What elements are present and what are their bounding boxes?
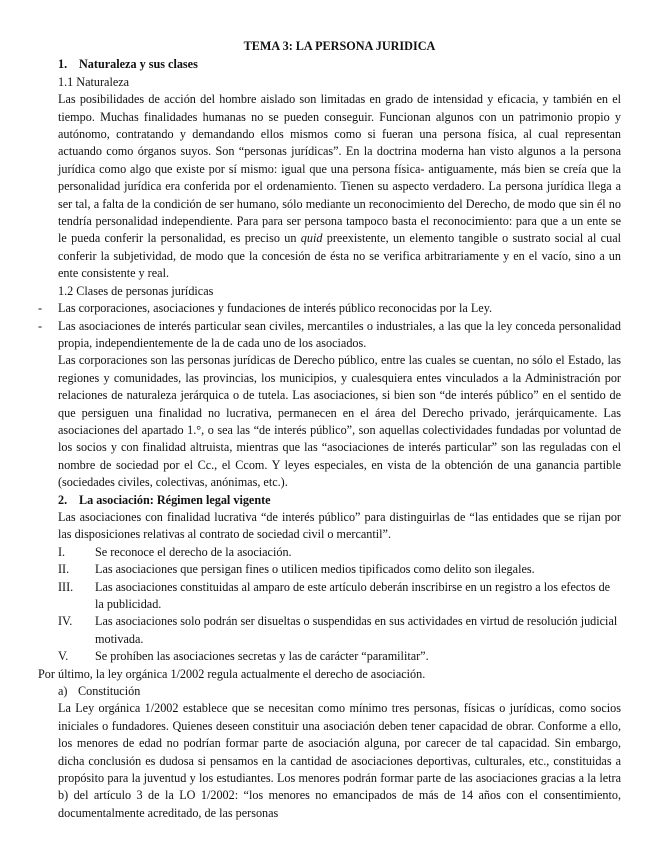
subsection-1-1-heading: 1.1 Naturaleza [58, 74, 130, 89]
subsection-a-heading [58, 683, 621, 700]
section-2-number: 2. [58, 492, 68, 507]
classes-list [38, 300, 621, 352]
list-item-text: Las asociaciones solo podrán ser disueltas o suspendidas en sus actividades en virtud de resolución judicial motivada. [95, 614, 618, 646]
list-marker: II. [58, 562, 70, 577]
paragraph-naturaleza-part-a: Las posibilidades de acción del hombre aislado son limitadas en grado de intensidad y eficacia, y también en el tiempo. Muchas finalidades humanas no se pueden conseguir. Funcionan algunos con un patrimonio propio y autónomo, contratando y demandando ellos mismos como si fueran una persona física, al cual representan actuando como órganos suyos. Son “personas jurídicas”. En la doctrina moderna han visto algunos a la persona jurídica como algo que existe por sí mismo: igual que una persona física- antiguamente, más bien se creía que la personalidad jurídica era conferida por el ordenamiento. Tienen su aspecto verdadero. La persona jurídica llega a ser tal, a falta de la condición de ser humano, sólo mediante un reconocimiento del Derecho, de modo que sin él no tendría personalidad independiente. Para para ser persona tampoco basta el reconocimiento: para que a un ente se le pueda conferir la personalidad, es preciso un [58, 92, 621, 246]
list-item [38, 318, 621, 353]
list-marker: III. [58, 579, 74, 594]
paragraph-corporaciones: Las corporaciones son las personas jurídicas de Derecho público, entre las cuales se cuentan, no sólo el Estado, las regiones y comunidades, las provincias, los municipios, y cualesquiera entes vinculados a la Administración por relaciones de naturaleza jerárquica o de tutela. Las asociaciones, si bien son “de interés público” en el sentido de que persiguen una finalidad no lucrativa, permanecen en el área del Derecho privado, jerárquicamente. Las asociaciones del apartado 1.°, o sea las “de interés público”, son aquellas colectividades fundadas por voluntad de los socios y con finalidad altruista, mientras que las “asociaciones de interés particular” son las reguladas con el nombre de sociedad por el Cc., el Ccom. Y leyes especiales, en vista de la obtención de una ganancia partible (sociedades civiles, colectivas, anónimas, etc.). [58, 353, 621, 490]
subsection-title: Constitución [78, 684, 141, 699]
paragraph-naturaleza-part-b: preexistente, un elemento tangible o sustrato social al cual conferir la subjetividad, de modo que la concesión de ésta no se verifica arbitrariamente y en el vacío, sino a un ente consistente y real. [58, 231, 621, 281]
quid-term: quid [300, 231, 323, 246]
paragraph-naturaleza [58, 91, 621, 282]
subsection-1-2-heading: 1.2 Clases de personas jurídicas [58, 283, 214, 298]
list-item [58, 544, 621, 561]
list-marker: - [38, 318, 43, 333]
list-item [58, 579, 621, 614]
document-title: TEMA 3: LA PERSONA JURIDICA [243, 39, 436, 53]
list-item [38, 300, 621, 317]
section-2-heading [58, 492, 621, 509]
list-marker: I. [58, 544, 66, 559]
subsection-marker: a) [58, 684, 68, 699]
list-item-text: Se reconoce el derecho de la asociación. [95, 544, 292, 559]
list-item-text: Las corporaciones, asociaciones y fundaciones de interés público reconocidas por la Ley. [58, 301, 493, 316]
paragraph-asociaciones-lucrativas: Las asociaciones con finalidad lucrativa “de interés público” para distinguirlas de “las entidades que se rijan por las disposiciones relativas al contrato de sociedad civil o mercantil”. [58, 509, 621, 542]
article-list [58, 544, 621, 666]
list-item [58, 561, 621, 578]
section-2-title: La asociación: Régimen legal vigente [79, 492, 271, 507]
list-item [58, 613, 621, 648]
section-1-title: Naturaleza y sus clases [79, 57, 198, 72]
list-marker: IV. [58, 614, 73, 629]
list-item-text: Las asociaciones de interés particular sean civiles, mercantiles o industriales, a las que la ley conceda personalidad propia, independientemente de la de cada uno de los asociados. [58, 318, 621, 350]
list-item [58, 648, 621, 665]
list-item-text: Las asociaciones que persigan fines o utilicen medios tipificados como delito son ilegales. [95, 562, 535, 577]
section-1-heading [58, 56, 621, 73]
paragraph-ley-organica: Por último, la ley orgánica 1/2002 regula actualmente el derecho de asociación. [38, 666, 426, 681]
section-1-number: 1. [58, 57, 68, 72]
list-item-text: Las asociaciones constituidas al amparo de este artículo deberán inscribirse en un registro a los efectos de la publicidad. [95, 579, 611, 611]
list-marker: V. [58, 649, 69, 664]
paragraph-constitucion: La Ley orgánica 1/2002 establece que se necesitan como mínimo tres personas, físicas o jurídicas, como socios iniciales o fundadores. Quienes deseen constituir una asociación deben tener capacidad de obrar. Conforme a ello, los menores de edad no podrían formar parte de asociación alguna, por carecer de tal capacidad. Sin embargo, dicha conclusión es dudosa si pensamos en la cantidad de asociaciones deportivas, culturales, etc., constituidas a propósito para la juventud y los estudiantes. Los menores podrán formar parte de las asociaciones gracias a la letra b) del artículo 3 de la LO 1/2002: “los menores no emancipados de más de 14 años con el consentimiento, documentalmente acreditado, de las personas [58, 701, 621, 820]
list-item-text: Se prohíben las asociaciones secretas y las de carácter “paramilitar”. [95, 649, 429, 664]
list-marker: - [38, 301, 43, 316]
